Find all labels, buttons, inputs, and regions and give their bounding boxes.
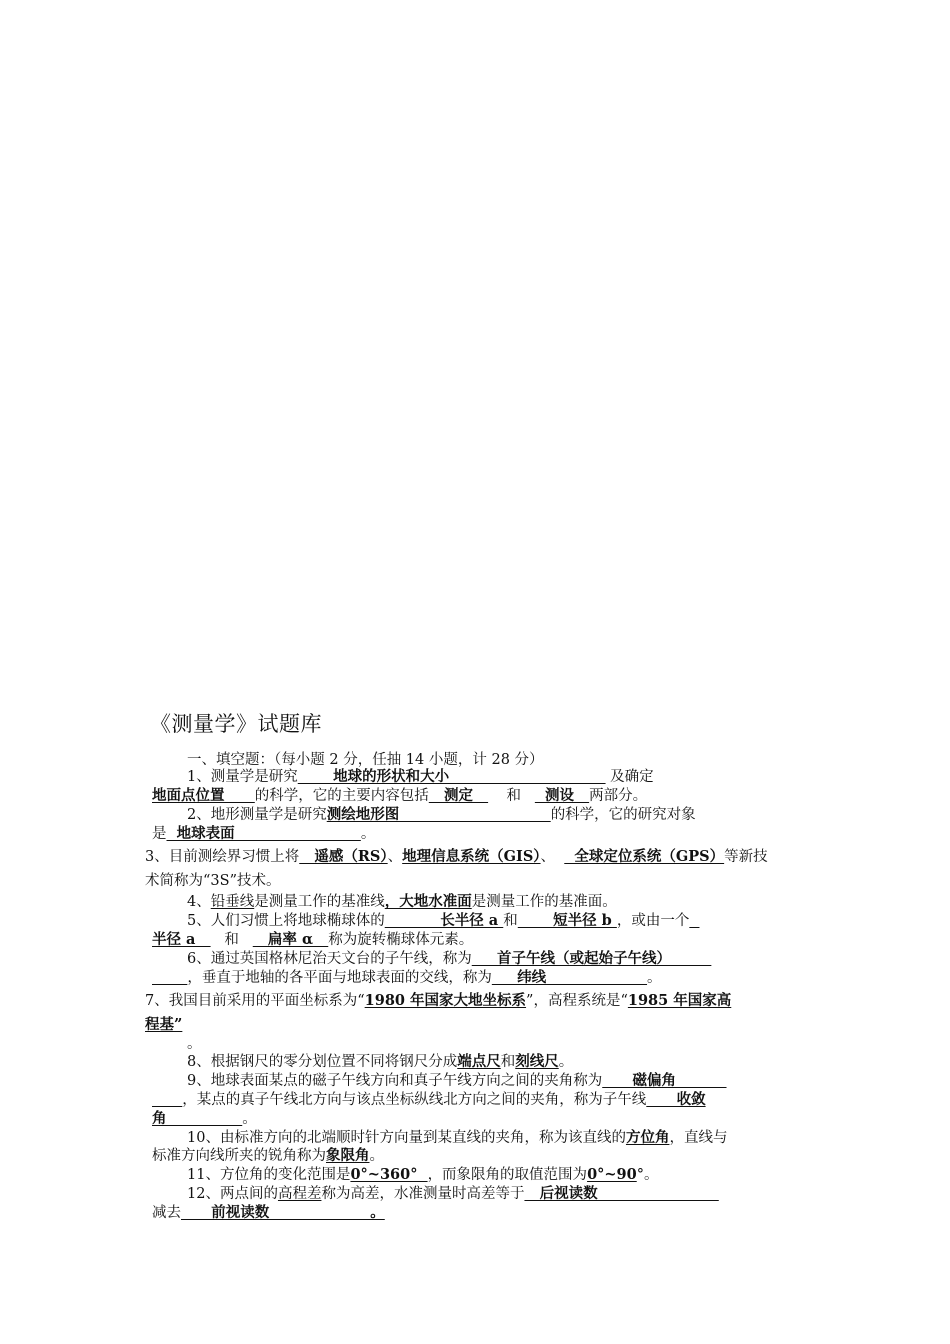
q5-text-e: ，或由一个: [616, 913, 690, 929]
question-6-line-2: [152, 968, 662, 988]
question-1-line-2: [152, 786, 647, 806]
question-5-line-2: [152, 930, 473, 950]
q1-text-a: 1、测量学是研究: [187, 769, 298, 785]
q11-text-a: 11、方位角的变化范围是: [187, 1167, 351, 1183]
q6-text-d: ，垂直于地轴的各平面与地球表面的交线，称为: [187, 970, 492, 986]
q1-text-e: 的科学，它的主要内容包括: [254, 788, 429, 804]
question-5-line-1: [187, 911, 699, 931]
question-10-line-2: [152, 1146, 384, 1166]
q6-text-f: 。: [647, 970, 662, 986]
q4-answer-1: 铅垂线: [210, 894, 255, 910]
q3-text-h: 术简称为“3S”技术。: [145, 873, 281, 889]
q12-answer-2: 后视读数: [524, 1185, 719, 1202]
q5-text-c: 和: [503, 913, 518, 929]
q12-text-c: 称为高差，水准测量时高差等于: [321, 1186, 525, 1202]
q12-text-e: 减去: [152, 1205, 181, 1221]
q9-answer-1-end: [152, 1091, 182, 1108]
question-9-line-1: [187, 1071, 727, 1091]
q7-text-c: ”，高程系统是“: [526, 993, 628, 1009]
q6-answer-1: 首子午线（或起始子午线）: [471, 950, 712, 967]
question-4: [187, 892, 617, 912]
q2-answer-1: 测绘地形图: [326, 806, 551, 823]
question-6-line-1: [187, 949, 711, 969]
q1-answer-2: 地面点位置: [152, 787, 255, 804]
q1-answer-4: 测设: [534, 787, 590, 804]
q5-answer-3: 半径 a: [152, 931, 211, 948]
question-1-line-1: [187, 767, 654, 787]
q4-text-a: 4、: [187, 894, 211, 910]
q8-answer-1: 端点尺: [457, 1053, 501, 1070]
q7-text-a: 7、我国目前采用的平面坐标系为“: [145, 993, 365, 1009]
q4-text-c: 是测量工作的基准线: [254, 894, 385, 910]
q9-text-d: ，某点的真子午线北方向与该点坐标纵线北方向之间的夹角，称为子午线: [182, 1092, 647, 1108]
q5-answer-3-start: [689, 912, 699, 929]
q9-text-a: 9、地球表面某点的磁子午线方向和真子午线方向之间的夹角称为: [187, 1073, 603, 1089]
q4-answer-2: ，大地水准面: [384, 893, 472, 910]
q5-answer-4: 扁率 α: [252, 931, 329, 948]
question-7-line-1: [145, 991, 731, 1011]
q9-answer-2-end: 角: [152, 1110, 167, 1127]
q8-text-e: 。: [558, 1054, 574, 1070]
question-11: [187, 1165, 658, 1185]
q9-answer-2-pad: [167, 1110, 243, 1127]
q2-text-c: 的科学，它的研究对象: [550, 807, 696, 823]
q11-text-c: ，而象限角的取值范围为: [427, 1167, 588, 1183]
question-9-line-3: [152, 1109, 257, 1129]
q1-answer-1: 地球的形状和大小: [297, 768, 606, 785]
q12-answer-3: 前视读数 。: [181, 1204, 385, 1221]
q12-answer-1: 高程差: [277, 1186, 322, 1202]
q6-answer-2: 纬线: [491, 969, 648, 986]
q6-text-a: 6、通过英国格林尼治天文台的子午线，称为: [187, 951, 472, 967]
question-8: [187, 1052, 573, 1072]
q3-answer-1: 遥感（RS）: [299, 848, 388, 865]
q3-answer-2: 地理信息系统（GIS）: [402, 848, 541, 865]
q11-answer-2: 0°~90: [587, 1166, 637, 1183]
q3-text-c: 、: [387, 849, 403, 865]
q10-answer-1: 方位角: [625, 1129, 670, 1146]
q8-answer-2: 刻线尺: [515, 1053, 559, 1070]
q11-answer-1: 0°~360°: [350, 1166, 428, 1183]
q8-text-a: 8、根据钢尺的零分划位置不同将钢尺分成: [187, 1054, 458, 1070]
question-9-line-2: [152, 1090, 706, 1110]
q2-answer-2: 地球表面: [166, 825, 361, 842]
q1-text-i: 两部分。: [589, 788, 648, 804]
q10-text-a: 10、由标准方向的北端顺时针方向量到某直线的夹角，称为该直线的: [187, 1130, 626, 1146]
q3-text-g: 等新技: [724, 849, 768, 865]
q3-text-a: 3、目前测绘界习惯上将: [145, 849, 300, 865]
question-2-line-2: [152, 824, 375, 844]
document-title: 《测量学》试题库: [150, 712, 322, 736]
q7-answer-2-end: 程基”: [145, 1016, 183, 1033]
q9-text-h: 。: [242, 1111, 257, 1127]
question-3-line-1: [145, 847, 768, 867]
q12-text-a: 12、两点间的: [187, 1186, 278, 1202]
q10-text-f: 。: [369, 1148, 384, 1164]
q4-text-e: 是测量工作的基准面。: [471, 894, 617, 910]
q10-text-d: 标准方向线所夹的锐角称为: [152, 1148, 326, 1164]
q6-answer-1-end: [152, 969, 187, 986]
q3-text-e: 、: [540, 849, 565, 865]
q7-answer-1: 1980 年国家大地坐标系: [364, 992, 527, 1009]
q5-answer-2: 短半径 b: [517, 912, 617, 929]
q1-text-g: 和: [488, 788, 535, 804]
q5-text-a: 5、人们习惯上将地球椭球体的: [187, 913, 385, 929]
q9-answer-2: 收敛: [646, 1091, 706, 1108]
q1-text-c: 及确定: [605, 769, 654, 785]
question-7-line-2: [145, 1015, 182, 1035]
question-12-line-2: [152, 1203, 385, 1223]
q10-text-c: ，直线与: [669, 1130, 728, 1146]
question-12-line-1: [187, 1184, 719, 1204]
q5-answer-1: 长半径 a: [384, 912, 504, 929]
q2-text-d: 是: [152, 826, 167, 842]
q3-answer-3: 全球定位系统（GPS）: [564, 848, 725, 865]
q1-answer-3: 测定: [428, 787, 489, 804]
q2-text-f: 。: [360, 826, 376, 842]
q8-text-c: 和: [500, 1054, 516, 1070]
q11-text-e: °。: [636, 1167, 659, 1183]
question-2-line-1: [187, 805, 696, 825]
question-7-line-3: [187, 1034, 202, 1054]
section-heading: 一、填空题：（每小题 2 分，任抽 14 小题，计 28 分）: [187, 752, 544, 768]
q2-text-a: 2、地形测量学是研究: [187, 807, 327, 823]
q7-text-f: 。: [187, 1036, 202, 1052]
question-10-line-1: [187, 1128, 727, 1148]
question-3-line-2: [145, 871, 280, 891]
q5-text-j: 称为旋转椭球体元素。: [328, 932, 474, 948]
q7-answer-2: 1985 年国家高: [627, 992, 732, 1009]
q5-text-h: 和: [210, 932, 253, 948]
q10-answer-2: 象限角: [326, 1147, 370, 1164]
q9-answer-1: 磁偏角: [602, 1072, 727, 1089]
